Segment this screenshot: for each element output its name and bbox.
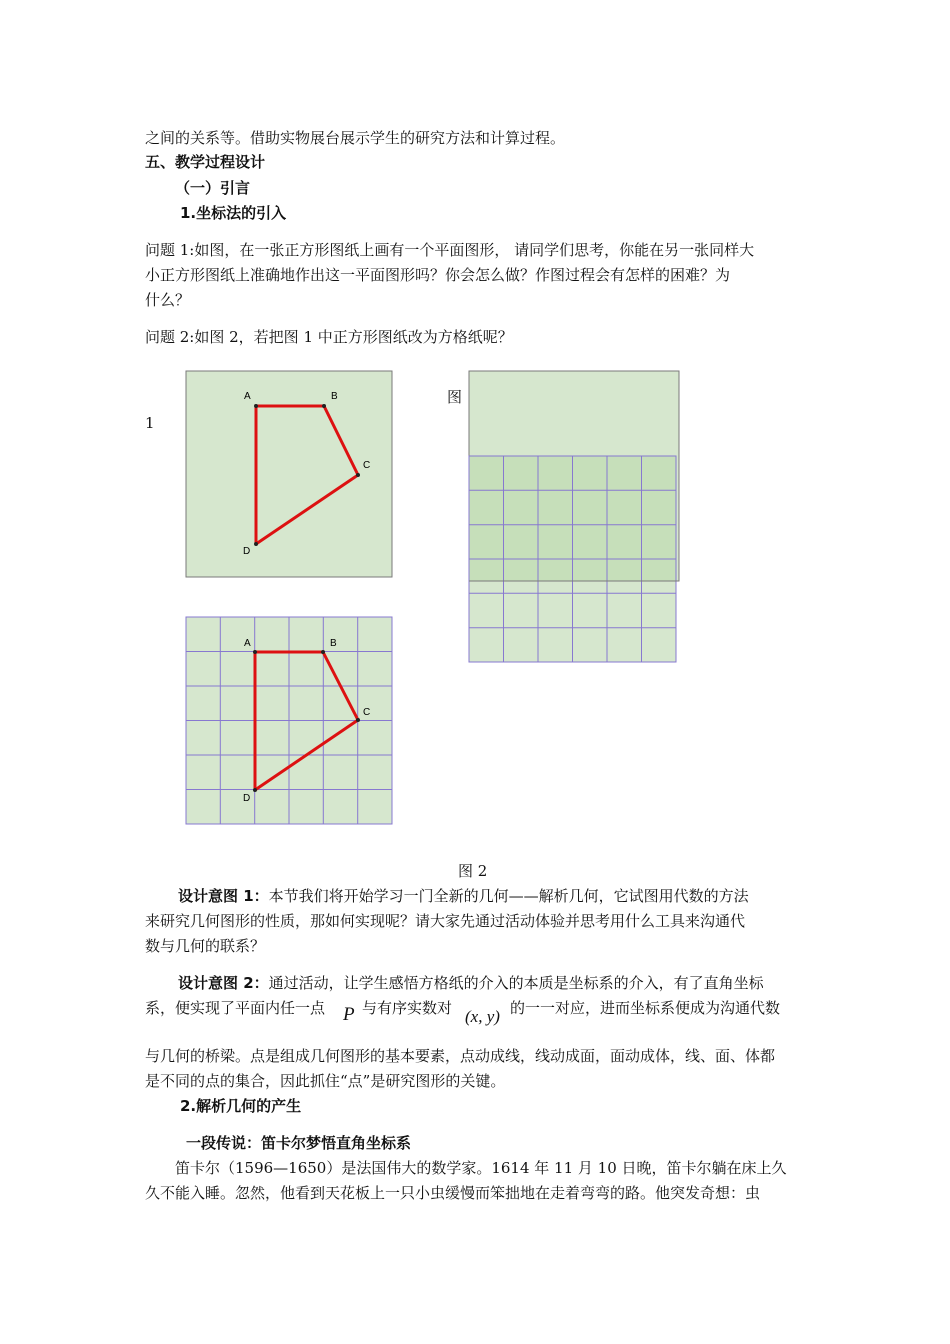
figure-label-tu: 图 [447,388,463,406]
design-intent-1-line-1: 设计意图 1：本节我们将开始学习一门全新的几何——解析几何，它试图用代数的方法 [178,887,749,905]
point-d [254,542,258,546]
para-continued: 之间的关系等。借助实物展台展示学生的研究方法和计算过程。 [145,129,566,147]
point-b [322,404,326,408]
design-intent-2-line-2a: 系，便实现了平面内任一点 [145,999,326,1017]
label-a: A [244,391,251,402]
subsection-heading-intro: （一）引言 [175,179,251,197]
point-c [356,473,360,477]
grid-label-b: B [330,638,337,649]
design-intent-2-line-2b: 与有序实数对 [362,999,453,1017]
section-heading-5: 五、教学过程设计 [145,153,266,171]
math-point-p: P [343,1004,355,1025]
question-2: 问题 2:如图 2，若把图 1 中正方形图纸改为方格纸呢？ [145,328,513,346]
label-b: B [331,391,338,402]
grid-point-b [321,650,325,654]
grid-point-c [356,718,360,722]
figure-2-caption: 图 2 [458,862,488,880]
label-c: C [363,460,371,471]
figure-2-grid-paper [186,617,392,824]
figure-overlap-papers [469,371,679,662]
design-intent-2-line-1: 设计意图 2：通过活动，让学生感悟方格纸的介入的本质是坐标系的介入，有了直角坐标 [178,974,764,992]
plain-paper-background [186,371,392,577]
question-1-line-2: 小正方形图纸上准确地作出这一平面图形吗？你会怎么做？作图过程会有怎样的困难？为 [145,266,731,284]
grid-point-d [253,788,257,792]
subsection-heading-2: 2.解析几何的产生 [180,1097,302,1115]
design-intent-1-label: 设计意图 1： [178,887,269,905]
legend-para-line-1: 笛卡尔（1596—1650）是法国伟大的数学家。1614 年 11 月 10 日晚，笛卡尔躺在床上久 [175,1159,787,1177]
grid-point-a [253,650,257,654]
subsection-heading-1: 1.坐标法的引入 [180,204,287,222]
point-a [254,404,258,408]
grid-label-a: A [244,638,251,649]
design-intent-2-line-2c: 的一一对应，进而坐标系便成为沟通代数 [510,999,781,1017]
question-1-line-1: 问题 1:如图，在一张正方形图纸上画有一个平面图形， 请同学们思考，你能在另一张同样大 [145,241,755,259]
legend-heading: 一段传说：笛卡尔梦悟直角坐标系 [186,1134,412,1152]
question-1-line-3: 什么？ [145,291,191,309]
design-intent-1-line-3: 数与几何的联系？ [145,937,266,955]
figure-1-plain-paper [186,371,392,577]
math-ordered-pair: (x, y) [465,1007,500,1026]
grid-label-d: D [243,793,251,804]
design-intent-2-line-4: 是不同的点的集合，因此抓住“点”是研究图形的关键。 [145,1072,506,1090]
design-intent-1-line-2: 来研究几何图形的性质，那如何实现呢？请大家先通过活动体验并思考用什么工具来沟通代 [145,912,746,930]
label-d: D [243,546,251,557]
design-intent-2-label: 设计意图 2： [178,974,269,992]
design-intent-2-line-3: 与几何的桥梁。点是组成几何图形的基本要素，点动成线，线动成面，面动成体，线、面、体都 [145,1047,776,1065]
grid-label-c: C [363,707,371,718]
legend-para-line-2: 久不能入睡。忽然，他看到天花板上一只小虫缓慢而笨拙地在走着弯弯的路。他突发奇想：虫 [145,1184,761,1202]
figure-1-number: 1 [145,414,155,432]
